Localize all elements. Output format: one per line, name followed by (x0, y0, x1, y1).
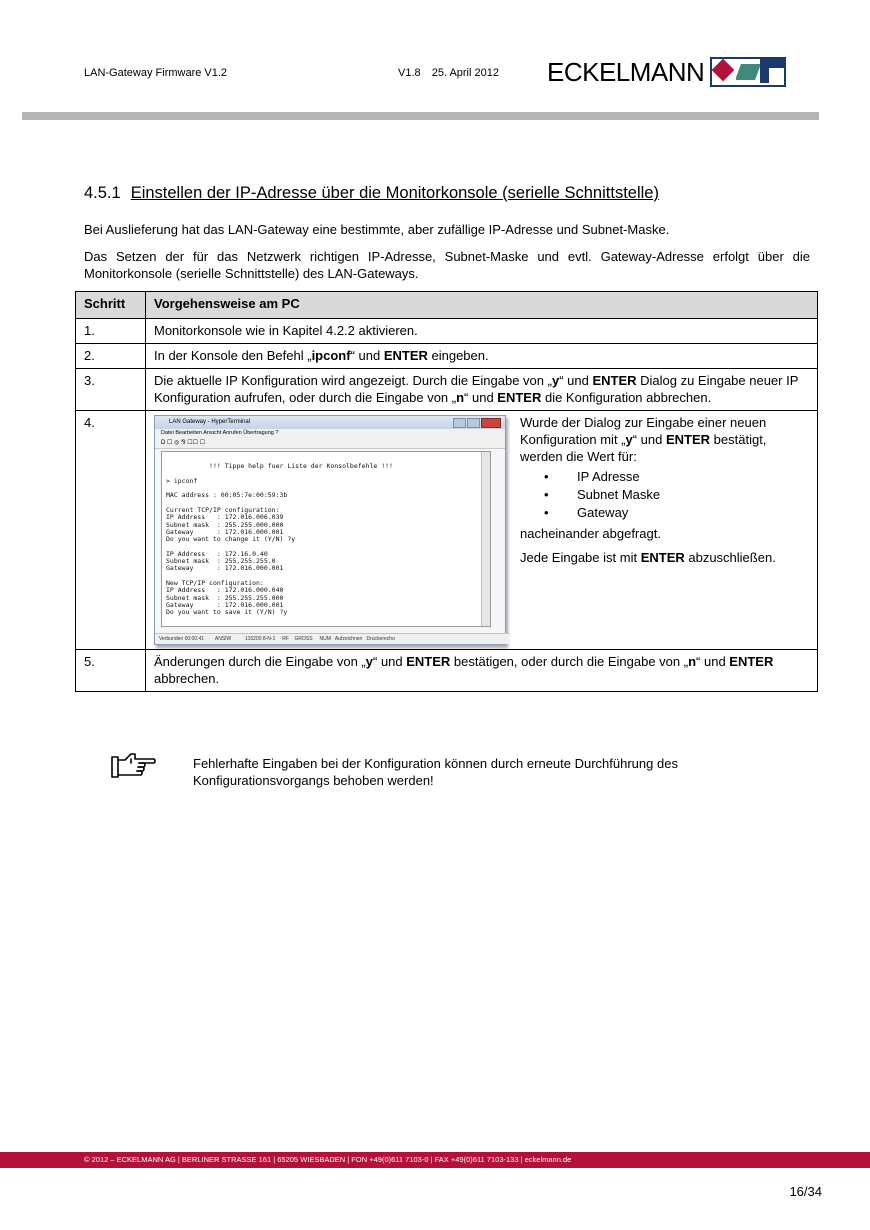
step4-description (520, 414, 809, 645)
setup-paragraph: Das Setzen der für das Netzwerk richtigen IP-Adresse, Subnet-Maske und evtl. Gateway-Adresse erfolgt über die Monitorkonsole (serielle Schnittstelle) des LAN-Gateways. (84, 249, 810, 281)
step-number: 2. (76, 344, 146, 369)
window-menu: Datei Bearbeiten Ansicht Anrufen Übertragung ? (155, 429, 505, 438)
step4-intro: Wurde der Dialog zur Eingabe einer neuen Konfiguration mit „y“ und ENTER bestätigt, werden die Wert für: (520, 415, 767, 464)
col-step-header: Schritt (76, 292, 146, 319)
step-text: Monitorkonsole wie in Kapitel 4.2.2 aktivieren. (146, 319, 818, 344)
close-icon (481, 418, 501, 428)
header-date: 25. April 2012 (431, 67, 499, 79)
step-text: Die aktuelle IP Konfiguration wird angezeigt. Durch die Eingabe von „y“ und ENTER Dialog zu Eingabe neuer IP Konfiguration aufrufen, oder durch die Eingabe von „n“ und ENTER die Konfiguration abbrechen. (146, 369, 818, 411)
header-version-date (398, 67, 499, 79)
terminal-output: !!! Tippe help fuer Liste der Konsolbefehle !!! > ipconf MAC address : 00:05:7e:00:59:3b Current TCP/IP configuration: IP Address : 172.016.006.039 Subnet mask : 255.255.000.000 Gateway : 172.016.000.001 Do you want to change it (Y/N) ?y IP Address : 172.16.0.40 Subnet mask : 255.255.255.0 Gateway : 172.016.000.001 New TCP/IP configuration: IP Address : 172.016.000.040 Subnet mask : 255.255.255.000 Gateway : 172.016.000.001 Do you want to save it (Y/N) ?y (166, 462, 393, 617)
table-header-row (76, 292, 818, 319)
table-row (76, 319, 818, 344)
minimize-icon (453, 418, 466, 428)
logo-diamond-icon (712, 59, 736, 83)
eckelmann-logo (547, 58, 786, 86)
logo-parallelogram-icon (736, 59, 760, 83)
table-row (76, 650, 818, 692)
step-content (146, 411, 818, 650)
table-row (76, 369, 818, 411)
step4-enter-note: Jede Eingabe ist mit ENTER abzuschließen. (520, 550, 776, 565)
section-heading (84, 184, 659, 203)
steps-table (75, 291, 818, 692)
step-text: In der Konsole den Befehl „ipconf“ und ENTER eingeben. (146, 344, 818, 369)
footer-bar (0, 1152, 870, 1168)
list-item: • Gateway (520, 504, 809, 522)
step-number: 3. (76, 369, 146, 411)
table-row (76, 344, 818, 369)
intro-paragraph: Bei Auslieferung hat das LAN-Gateway eine bestimmte, aber zufällige IP-Adresse und Subnet-Maske. (84, 222, 670, 237)
header-divider (22, 112, 819, 120)
maximize-icon (467, 418, 480, 428)
list-item: • IP Adresse (520, 468, 809, 486)
step-number: 5. (76, 650, 146, 692)
step4-after: nacheinander abgefragt. (520, 526, 661, 541)
step-number: 4. (76, 411, 146, 650)
logo-text: ECKELMANN (547, 57, 705, 87)
header-version: V1.8 (398, 67, 421, 79)
window-statusbar: Verbunden 00:00:41 ANSIW 115200 8-N-1 RF GROSS NUM Aufzeichnen Druckerecho (155, 633, 509, 644)
step-text: Änderungen durch die Eingabe von „y“ und ENTER bestätigen, oder durch die Eingabe von „n“ und ENTER abbrechen. (146, 650, 818, 692)
hyperterminal-screenshot (154, 415, 506, 645)
window-title: LAN Gateway - HyperTerminal (169, 419, 251, 425)
hint-note: Fehlerhafte Eingaben bei der Konfiguration können durch erneute Durchführung des Konfigurationsvorgangs behoben werden! (193, 756, 678, 788)
footer-text: © 2012 – ECKELMANN AG | BERLINER STRASSE 161 | 65205 WIESBADEN | FON +49(0)611 7103-0 | FAX +49(0)611 7103-133 | eckelmann.de (84, 1155, 572, 1164)
section-number: 4.5.1 (84, 184, 121, 202)
window-toolbar: D ☐ ◎ ⅋ ☐☐ ☐ (155, 438, 505, 449)
list-item: • Subnet Maske (520, 486, 809, 504)
table-row (76, 411, 818, 650)
window-titlebar (155, 416, 505, 429)
step4-bullets (520, 468, 809, 522)
header-doc-title: LAN-Gateway Firmware V1.2 (84, 67, 228, 79)
page-number: 16/34 (789, 1184, 822, 1199)
terminal-area (161, 451, 491, 627)
col-procedure-header: Vorgehensweise am PC (146, 292, 818, 319)
terminal-scrollbar (481, 452, 490, 626)
pointing-hand-icon (111, 751, 157, 783)
logo-marks-icon (710, 57, 786, 87)
section-title: Einstellen der IP-Adresse über die Monitorkonsole (serielle Schnittstelle) (130, 184, 659, 202)
logo-square-icon (760, 59, 784, 83)
step-number: 1. (76, 319, 146, 344)
